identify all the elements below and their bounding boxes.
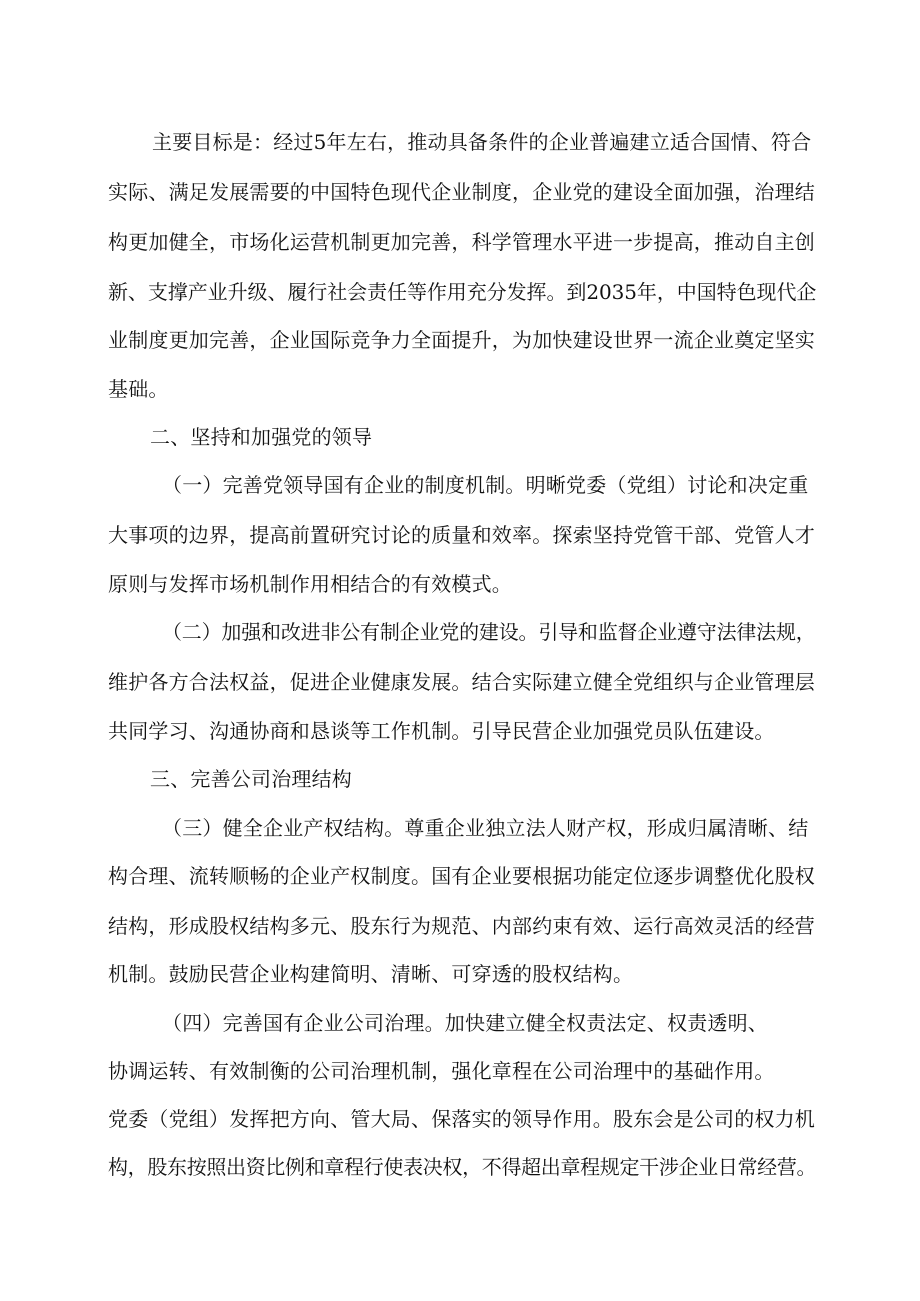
- text-line: 维护各方合法权益，促进企业健康发展。结合实际建立健全党组织与企业管理层: [108, 670, 815, 694]
- text-line: 原则与发挥市场机制作用相结合的有效模式。: [108, 572, 512, 596]
- text-line: 实际、满足发展需要的中国特色现代企业制度，企业党的建设全面加强，治理结: [108, 180, 815, 204]
- text-line: 新、支撑产业升级、履行社会责任等作用充分发挥。到2035年，中国特色现代企: [108, 280, 817, 304]
- text-line: 业制度更加完善，企业国际竞争力全面提升，为加快建设世界一流企业奠定坚实: [108, 328, 815, 352]
- text-line: 党委（党组）发挥把方向、管大局、保落实的领导作用。股东会是公司的权力机: [108, 1107, 815, 1131]
- text-line: （二）加强和改进非公有制企业党的建设。引导和监督企业遵守法律法规，: [162, 620, 816, 644]
- text-line: 共同学习、沟通协商和恳谈等工作机制。引导民营企业加强党员队伍建设。: [108, 719, 775, 743]
- text-line: 协调运转、有效制衡的公司治理机制，强化章程在公司治理中的基础作用。: [108, 1059, 775, 1083]
- text-line: 大事项的边界，提高前置研究讨论的质量和效率。探索坚持党管干部、党管人才: [108, 523, 815, 547]
- text-line: 构，股东按照出资比例和章程行使表决权，不得超出章程规定干涉企业日常经营。: [108, 1155, 817, 1179]
- text-line: 机制。鼓励民营企业构建简明、清晰、可穿透的股权结构。: [108, 962, 634, 986]
- text-line: 结构，形成股权结构多元、股东行为规范、内部约束有效、运行高效灵活的经营: [108, 914, 815, 938]
- section-heading-3: 三、完善公司治理结构: [150, 767, 352, 791]
- text-line: 主要目标是：经过5年左右，推动具备条件的企业普遍建立适合国情、符合: [152, 130, 812, 154]
- text-line: 基础。: [108, 377, 169, 401]
- text-line: （三）健全企业产权结构。尊重企业独立法人财产权，形成归属清晰、结: [162, 816, 809, 840]
- text-line: 构合理、流转顺畅的企业产权制度。国有企业要根据功能定位逐步调整优化股权: [108, 864, 815, 888]
- text-line: 构更加健全，市场化运营机制更加完善，科学管理水平进一步提高，推动自主创: [108, 230, 815, 254]
- text-line: （一）完善党领导国有企业的制度机制。明晰党委（党组）讨论和决定重: [162, 473, 809, 497]
- section-heading-2: 二、坚持和加强党的领导: [150, 425, 373, 449]
- text-line: （四）完善国有企业公司治理。加快建立健全权责法定、权责透明、: [162, 1011, 768, 1035]
